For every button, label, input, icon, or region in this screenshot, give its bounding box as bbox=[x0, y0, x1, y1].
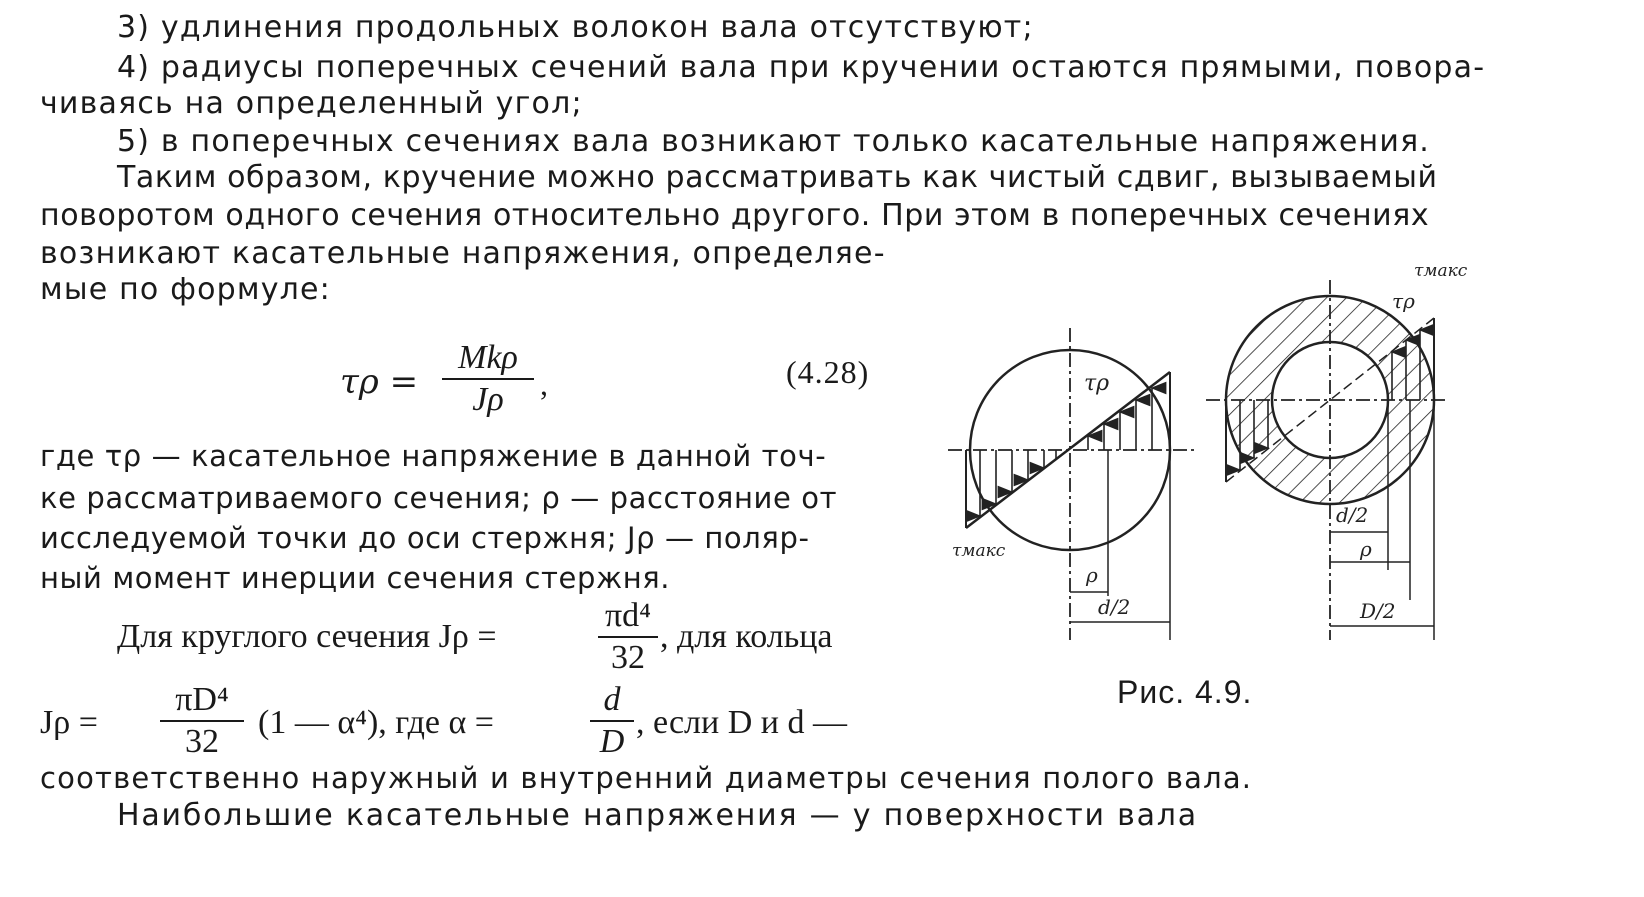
figure-caption: Рис. 4.9. bbox=[1117, 674, 1253, 710]
list-item-3: 3) удлинения продольных волокон вала отсутствуют; bbox=[117, 10, 1034, 45]
frac-alpha-denominator: D bbox=[599, 723, 625, 760]
tau-rho-label-right: τρ bbox=[1392, 289, 1415, 313]
paragraph-line: Таким образом, кручение можно рассматривать как чистый сдвиг, вызываемый bbox=[117, 160, 1438, 195]
rho-label-right: ρ bbox=[1360, 537, 1372, 561]
list-item-4-continuation: чиваясь на определенный угол; bbox=[40, 86, 583, 121]
paragraph-line: исследуемой точки до оси стержня; Jρ — поляр- bbox=[40, 521, 810, 555]
frac-alpha bbox=[588, 680, 636, 762]
ring-formula-end: , если D и d — bbox=[636, 704, 847, 741]
formula-denominator: Jρ bbox=[472, 381, 504, 418]
frac-alpha-numerator: d bbox=[603, 681, 621, 718]
formula-fraction bbox=[440, 338, 536, 420]
ring-text: , для кольца bbox=[660, 618, 833, 655]
D2-label-right: D/2 bbox=[1360, 599, 1396, 623]
list-item-5: 5) в поперечных сечениях вала возникают только касательные напряжения. bbox=[117, 124, 1431, 159]
formula-numerator: Mkρ bbox=[458, 339, 518, 376]
hollow-shaft-diagram bbox=[1206, 261, 1468, 640]
tau-max-label-right: τмакс bbox=[1414, 261, 1468, 281]
paragraph-line: поворотом одного сечения относительно другого. При этом в поперечных сечениях bbox=[40, 198, 1430, 233]
solid-shaft-diagram bbox=[948, 328, 1198, 640]
paragraph-line: возникают касательные напряжения, определяе- bbox=[40, 236, 886, 271]
ring-formula-middle: (1 — α⁴), где α = bbox=[258, 704, 494, 741]
frac-ring bbox=[158, 680, 246, 762]
paragraph-line: соответственно наружный и внутренний диаметры сечения полого вала. bbox=[40, 761, 1253, 795]
tau-rho-label-left: τρ bbox=[1084, 371, 1110, 396]
stress-arrows-positive bbox=[1088, 388, 1152, 450]
rho-label-left: ρ bbox=[1086, 563, 1098, 587]
paragraph-line: ный момент инерции сечения стержня. bbox=[40, 561, 671, 595]
list-item-4: 4) радиусы поперечных сечений вала при кручении остаются прямыми, повора- bbox=[117, 50, 1486, 85]
ring-formula-lhs: Jρ = bbox=[40, 704, 98, 741]
formula-lhs: τρ = bbox=[340, 362, 419, 402]
frac-circle-denominator: 32 bbox=[611, 639, 645, 676]
paragraph-line: где τρ — касательное напряжение в данной точ- bbox=[40, 439, 827, 473]
frac-circle-numerator: πd⁴ bbox=[604, 597, 652, 634]
paragraph-line: ке рассматриваемого сечения; ρ — расстояние от bbox=[40, 481, 838, 515]
stress-arrows-negative bbox=[980, 450, 1056, 516]
paragraph-line: Наибольшие касательные напряжения — у поверхности вала bbox=[117, 798, 1198, 833]
frac-ring-numerator: πD⁴ bbox=[175, 681, 229, 718]
paragraph-line: мые по формуле: bbox=[40, 272, 331, 307]
d2-label-left: d/2 bbox=[1098, 595, 1131, 619]
formula-comma: , bbox=[540, 366, 548, 402]
circle-section-text: Для круглого сечения Jρ = bbox=[117, 618, 497, 655]
formula-number: (4.28) bbox=[786, 354, 870, 390]
tau-max-label-left: τмакс bbox=[952, 541, 1006, 561]
frac-ring-denominator: 32 bbox=[185, 723, 219, 760]
figure-4-9-diagram bbox=[948, 260, 1508, 680]
d2-label-right: d/2 bbox=[1336, 503, 1369, 527]
frac-circle bbox=[596, 596, 660, 678]
